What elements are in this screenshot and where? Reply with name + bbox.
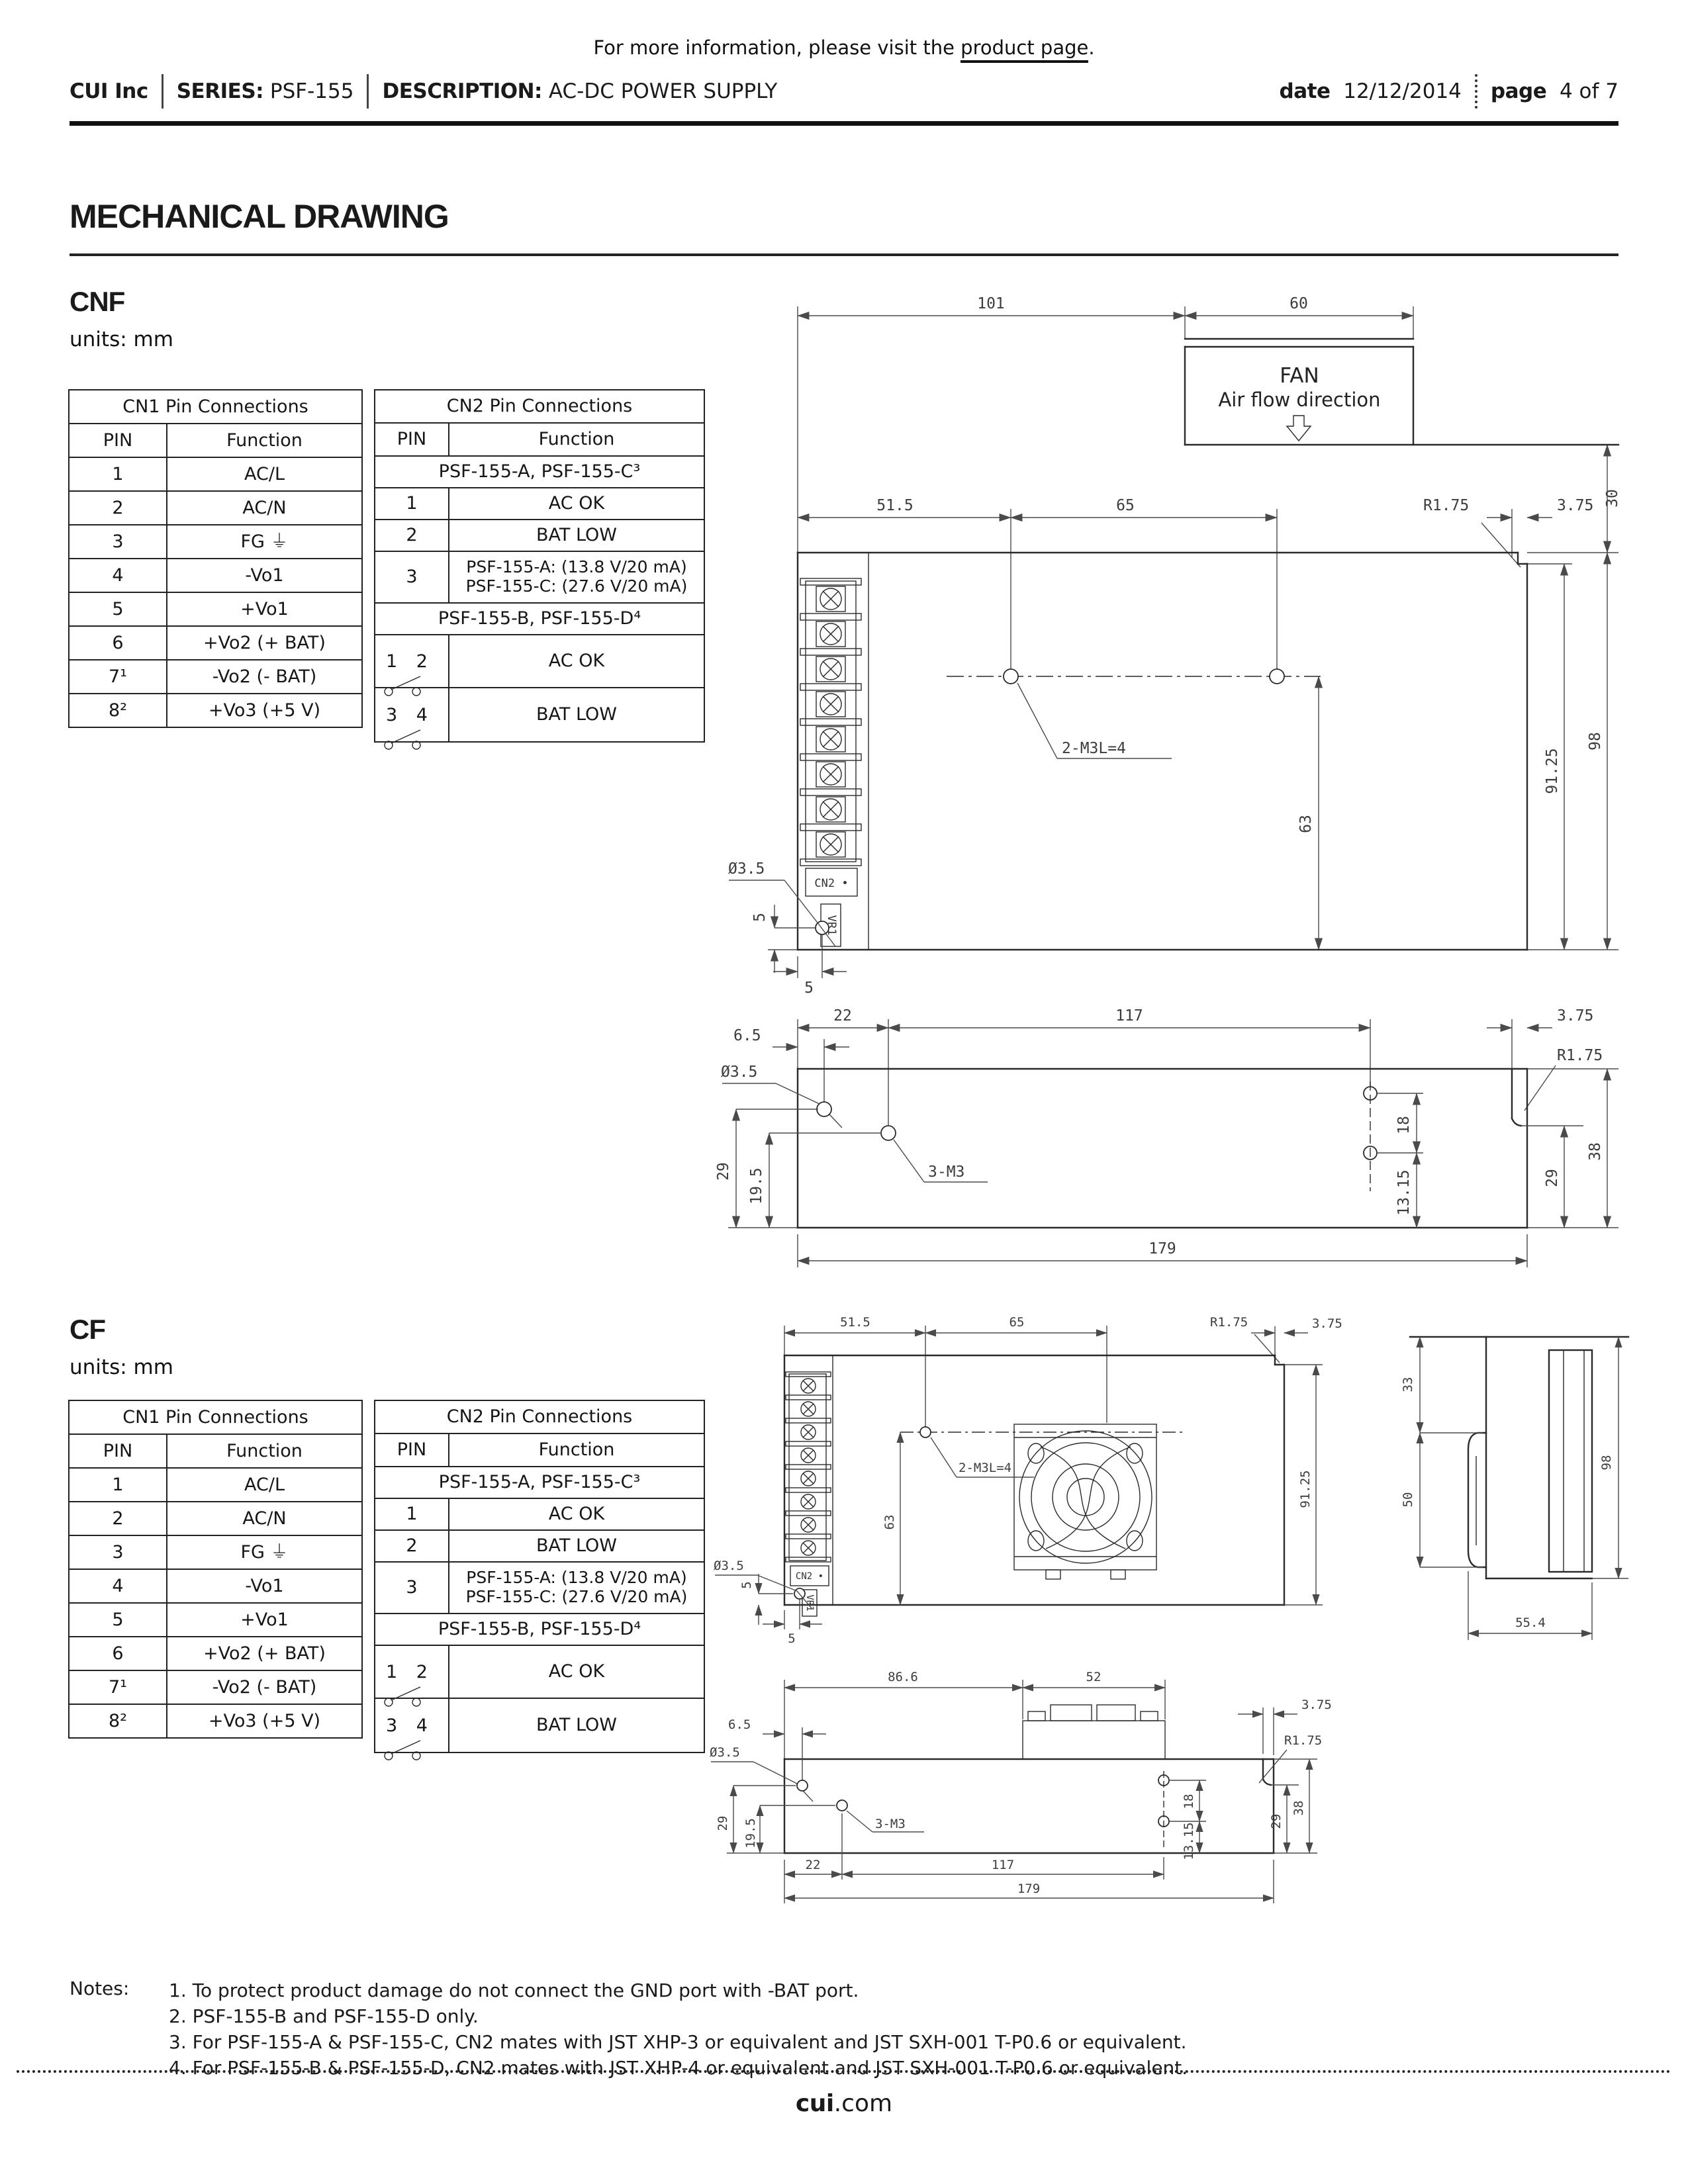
cn2-label: CN2 • xyxy=(795,1571,824,1582)
dim-38: 38 xyxy=(1291,1800,1306,1816)
dim-6-5: 6.5 xyxy=(728,1717,751,1732)
dim-19-5: 19.5 xyxy=(743,1818,758,1848)
date-label: date xyxy=(1279,79,1331,103)
dim-29-left: 29 xyxy=(715,1162,732,1181)
footer-rule xyxy=(17,2070,1671,2073)
airflow-label: Air flow direction xyxy=(1218,388,1381,411)
date-value: 12/12/2014 xyxy=(1343,79,1462,103)
cf-top-view xyxy=(714,1315,1342,1646)
group-header: PSF-155-B, PSF-155-D⁴ xyxy=(375,603,704,635)
dim-13-15: 13.15 xyxy=(1182,1822,1196,1860)
cnf-units: units: mm xyxy=(70,328,173,351)
group-header: PSF-155-A, PSF-155-C³ xyxy=(375,456,704,488)
dim-117: 117 xyxy=(991,1858,1015,1872)
dim-33: 33 xyxy=(1401,1377,1415,1392)
header-left xyxy=(70,74,777,109)
table-row: 1 2 AC OK xyxy=(375,635,704,688)
dim-5-h: 5 xyxy=(804,979,814,997)
dim-6-5: 6.5 xyxy=(733,1027,761,1044)
hole-diameter-callout: Ø3.5 xyxy=(714,1559,744,1573)
note-item: 4. For PSF-155-B & PSF-155-D, CN2 mates with JST XHP-4 or equivalent and JST SXH-001 T-P0.6 or equivalent. xyxy=(169,2057,1188,2079)
dim-r1-75: R1.75 xyxy=(1210,1315,1248,1330)
output-connector xyxy=(1023,1705,1165,1759)
terminal-screws xyxy=(801,1379,816,1555)
dotted-divider xyxy=(1475,74,1477,109)
dim-55-4: 55.4 xyxy=(1515,1615,1546,1630)
dim-22: 22 xyxy=(805,1858,821,1872)
dim-179: 179 xyxy=(1017,1882,1041,1896)
dim-65: 65 xyxy=(1009,1315,1025,1330)
cn2-label: CN2 • xyxy=(814,877,849,890)
table-row: 6 +Vo2 (+ BAT) xyxy=(69,626,362,660)
switch-icon xyxy=(382,726,430,750)
notes-label: Notes: xyxy=(70,1978,130,1999)
dim-86-6: 86.6 xyxy=(888,1670,918,1684)
table-row: 8² +Vo3 (+5 V) xyxy=(69,1704,362,1738)
cf-cn2-table: CN2 Pin Connections PIN Function PSF-155-A, PSF-155-C³ 1 AC OK 2 BAT LOW 3 PSF-155-A: (13.8 V/20 mA) PSF-155-C: (27.6 V/20 mA) PSF-155-B, PSF-155-D⁴ 1 2 AC OK 3 4 BAT LOW xyxy=(374,1400,705,1753)
dim-29-left: 29 xyxy=(716,1815,730,1831)
footer xyxy=(0,2090,1688,2117)
switch-icon xyxy=(382,672,430,696)
switch-icon xyxy=(382,1683,430,1707)
cnf-mechanical-drawing xyxy=(695,285,1655,1297)
dim-r1-75: R1.75 xyxy=(1284,1733,1323,1748)
fan-guard xyxy=(1014,1424,1156,1579)
mount-hole-callout: 2-M3L=4 xyxy=(959,1461,1012,1475)
dim-3-75: 3.75 xyxy=(1557,1007,1594,1024)
dim-179: 179 xyxy=(1149,1240,1176,1257)
dim-65: 65 xyxy=(1116,497,1135,514)
dim-52: 52 xyxy=(1086,1670,1102,1684)
header-bar xyxy=(70,74,1618,109)
table-row: 3 PSF-155-A: (13.8 V/20 mA) PSF-155-C: (27.6 V/20 mA) xyxy=(375,551,704,603)
dim-30: 30 xyxy=(1604,489,1621,508)
dim-63: 63 xyxy=(1297,815,1315,833)
table-row: 1 AC OK xyxy=(375,1498,704,1530)
footer-brand[interactable]: cui xyxy=(795,2090,834,2117)
page-label: page xyxy=(1490,79,1547,103)
page-number: 4 of 7 xyxy=(1559,79,1618,103)
table-row: 2 BAT LOW xyxy=(375,520,704,551)
table-row: 2 BAT LOW xyxy=(375,1530,704,1562)
notes-list xyxy=(169,1978,1188,2081)
mount-hole-callout: 2-M3L=4 xyxy=(1062,740,1126,757)
note-item: 2. PSF-155-B and PSF-155-D only. xyxy=(169,2005,479,2027)
table-row: 4 -Vo1 xyxy=(69,559,362,592)
dim-5-v: 5 xyxy=(739,1581,754,1589)
dim-22: 22 xyxy=(833,1007,852,1024)
cf-cn1-table: CN1 Pin Connections PIN Function 1 AC/L 2 AC/N 3 FG ⏚ 4 -Vo1 5 +Vo1 6 +Vo2 (+ BAT) 7¹ -Vo2 (- BAT) 8² +Vo3 (+5 V) xyxy=(68,1400,363,1739)
hole-diameter-callout: Ø3.5 xyxy=(721,1064,758,1081)
series: SERIES: PSF-155 xyxy=(176,79,354,103)
dim-91-25: 91.25 xyxy=(1298,1470,1313,1508)
banner-text: For more information, please visit the xyxy=(593,36,961,59)
dim-51-5: 51.5 xyxy=(840,1315,870,1330)
cnf-top-view xyxy=(728,295,1621,997)
table-row: 7¹ -Vo2 (- BAT) xyxy=(69,660,362,694)
table-row: 1 AC OK xyxy=(375,488,704,520)
dim-5-v: 5 xyxy=(751,913,769,922)
fan-label: FAN xyxy=(1280,364,1319,388)
cnf-bottom-view xyxy=(715,1007,1618,1267)
dim-5-h: 5 xyxy=(788,1631,796,1646)
dim-r1-75: R1.75 xyxy=(1423,497,1470,514)
cnf-title: CNF xyxy=(70,286,125,317)
dim-63: 63 xyxy=(882,1514,897,1530)
table-row: 2 AC/N xyxy=(69,491,362,525)
table-row: 3 4 BAT LOW xyxy=(375,1698,704,1752)
screw-callout: 3-M3 xyxy=(928,1163,965,1181)
dim-51-5: 51.5 xyxy=(876,497,914,514)
table-row: 2 AC/N xyxy=(69,1502,362,1535)
table-title: CN1 Pin Connections xyxy=(69,390,362,424)
dim-38: 38 xyxy=(1587,1142,1604,1161)
cf-mechanical-drawing xyxy=(688,1297,1668,1933)
table-row: 7¹ -Vo2 (- BAT) xyxy=(69,1670,362,1704)
dim-r1-75: R1.75 xyxy=(1557,1047,1603,1064)
hole-diameter-callout: Ø3.5 xyxy=(710,1745,740,1760)
table-row: 6 +Vo2 (+ BAT) xyxy=(69,1637,362,1670)
dim-101: 101 xyxy=(977,295,1005,312)
note-item: 1. To protect product damage do not connect the GND port with -BAT port. xyxy=(169,1979,859,2001)
footer-domain[interactable]: .com xyxy=(833,2090,893,2117)
top-banner xyxy=(0,36,1688,59)
divider xyxy=(162,74,164,109)
dim-3-75: 3.75 xyxy=(1312,1316,1342,1331)
dim-19-5: 19.5 xyxy=(748,1167,765,1205)
vr1-label: VR1 xyxy=(804,1594,815,1612)
cf-side-view xyxy=(1401,1337,1628,1640)
table-row: 1 AC/L xyxy=(69,457,362,491)
cnf-cn2-table: CN2 Pin Connections PIN Function PSF-155-A, PSF-155-C³ 1 AC OK 2 BAT LOW 3 PSF-155-A: (13.8 V/20 mA) PSF-155-C: (27.6 V/20 mA) PSF-155-B, PSF-155-D⁴ 1 2 AC OK 3 4 BAT LOW xyxy=(374,389,705,743)
hole-diameter-callout: Ø3.5 xyxy=(728,860,765,878)
dim-50: 50 xyxy=(1401,1492,1415,1508)
cf-bottom-view xyxy=(710,1670,1332,1903)
dim-29-right: 29 xyxy=(1269,1813,1284,1829)
table-row: 3 PSF-155-A: (13.8 V/20 mA) PSF-155-C: (27.6 V/20 mA) xyxy=(375,1562,704,1614)
divider xyxy=(367,74,369,109)
cf-title: CF xyxy=(70,1314,105,1345)
group-header: PSF-155-B, PSF-155-D⁴ xyxy=(375,1614,704,1645)
header-right xyxy=(1280,74,1618,109)
dim-98: 98 xyxy=(1587,732,1604,751)
cnf-cn1-table: CN1 Pin Connections PIN Function 1 AC/L 2 AC/N 3 FG ⏚ 4 -Vo1 5 +Vo1 6 +Vo2 (+ BAT) 7¹ -Vo2 (- BAT) 8² +Vo3 (+5 V) xyxy=(68,389,363,728)
table-row: 4 -Vo1 xyxy=(69,1569,362,1603)
vr1-label: VR1 xyxy=(825,915,838,936)
dim-3-75: 3.75 xyxy=(1557,497,1594,514)
table-title: CN1 Pin Connections xyxy=(69,1400,362,1434)
dim-3-75: 3.75 xyxy=(1301,1698,1332,1712)
table-row: 3 FG ⏚ xyxy=(69,1535,362,1569)
table-row: 5 +Vo1 xyxy=(69,1603,362,1637)
switch-icon xyxy=(382,1737,430,1760)
group-header: PSF-155-A, PSF-155-C³ xyxy=(375,1467,704,1498)
section-title: MECHANICAL DRAWING xyxy=(70,198,449,235)
airflow-arrow-icon xyxy=(1287,416,1311,441)
company-name: CUI Inc xyxy=(70,79,148,103)
dim-117: 117 xyxy=(1115,1007,1143,1024)
table-row: 1 AC/L xyxy=(69,1468,362,1502)
note-item: 3. For PSF-155-A & PSF-155-C, CN2 mates with JST XHP-3 or equivalent and JST SXH-001 T-P0.6 or equivalent. xyxy=(169,2031,1187,2053)
product-page-link[interactable]: product page xyxy=(961,36,1088,63)
table-row: 1 2 AC OK xyxy=(375,1645,704,1698)
cf-units: units: mm xyxy=(70,1355,173,1379)
dim-13-15: 13.15 xyxy=(1395,1169,1413,1216)
dim-18: 18 xyxy=(1395,1116,1413,1134)
dim-91-25: 91.25 xyxy=(1544,748,1561,794)
dim-60: 60 xyxy=(1289,295,1308,312)
section-rule xyxy=(70,253,1618,256)
table-row: 3 FG ⏚ xyxy=(69,525,362,559)
screw-callout: 3-M3 xyxy=(875,1817,906,1831)
table-row: 3 4 BAT LOW xyxy=(375,688,704,742)
description: DESCRIPTION: AC-DC POWER SUPPLY xyxy=(382,79,778,103)
table-row: 5 +Vo1 xyxy=(69,592,362,626)
dim-18: 18 xyxy=(1182,1794,1196,1809)
header-rule xyxy=(70,121,1618,126)
dim-98: 98 xyxy=(1599,1455,1614,1471)
terminal-screws xyxy=(816,586,845,857)
dim-29-right: 29 xyxy=(1544,1169,1561,1187)
table-row: 8² +Vo3 (+5 V) xyxy=(69,694,362,727)
banner-period: . xyxy=(1088,36,1095,59)
